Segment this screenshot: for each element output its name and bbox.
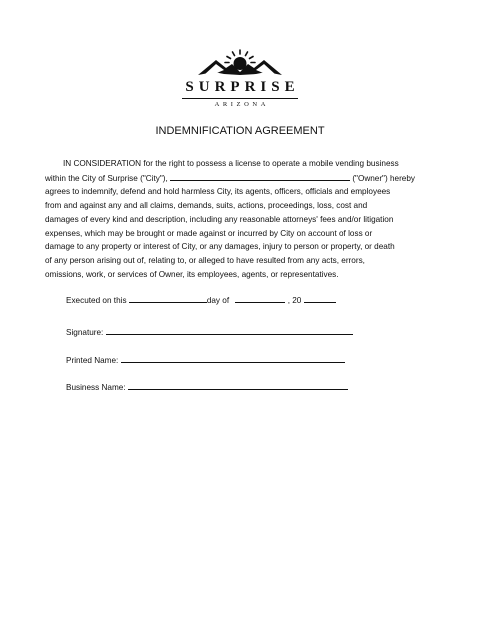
paragraph-line: damages of every kind and description, including any reasonable attorneys' fees and/or litigation <box>45 214 394 224</box>
business-name-row <box>66 381 348 393</box>
logo-wordmark: SURPRISE <box>185 79 300 95</box>
paragraph-line: from and against any and all claims, demands, suits, actions, proceedings, loss, cost and <box>45 201 368 211</box>
paragraph-line: expenses, which may be brought or made against or incurred by City on account of loss or <box>45 228 373 238</box>
owner-name-blank[interactable] <box>170 171 350 181</box>
sun-mountain-logo-icon <box>196 48 284 78</box>
signature-label: Signature: <box>66 328 104 337</box>
printed-name-field[interactable] <box>121 354 345 363</box>
paragraph-text: within the City of Surprise ("City"), <box>45 173 168 183</box>
signature-row <box>66 326 353 338</box>
logo-divider <box>182 98 298 99</box>
paragraph-line: damage to any property or interest of City, or any damages, injury to person or property, or death <box>45 242 395 252</box>
paragraph-line-owner <box>45 171 441 186</box>
year-prefix-label: , 20 <box>287 296 302 305</box>
printed-name-label: Printed Name: <box>66 356 119 365</box>
paragraph-text: ("Owner") hereby <box>352 173 416 183</box>
executed-day-blank[interactable] <box>129 294 207 303</box>
surprise-logo <box>0 48 480 112</box>
paragraph-line: agrees to indemnify, defend and hold harmless City, its agents, officers, officials and employees <box>45 187 391 197</box>
executed-row <box>66 294 336 306</box>
executed-year-blank[interactable] <box>304 294 336 303</box>
printed-name-row <box>66 354 345 366</box>
paragraph-line: IN CONSIDERATION for the right to possess a license to operate a mobile vending business <box>63 159 399 168</box>
executed-label: Executed on this <box>66 296 127 305</box>
business-name-label: Business Name: <box>66 383 126 392</box>
paragraph-line: omissions, work, or services of Owner, its employees, agents, or representatives. <box>45 269 339 279</box>
executed-month-blank[interactable] <box>235 294 285 303</box>
logo-state: ARIZONA <box>214 101 270 108</box>
business-name-field[interactable] <box>128 381 348 390</box>
paragraph-line: of any person arising out of, relating to, or alleged to have resulted from any acts, errors, <box>45 255 365 265</box>
document-title: INDEMNIFICATION AGREEMENT <box>155 125 325 137</box>
day-of-label: day of <box>206 296 230 305</box>
signature-field[interactable] <box>106 326 353 335</box>
indemnification-paragraph <box>45 157 441 281</box>
